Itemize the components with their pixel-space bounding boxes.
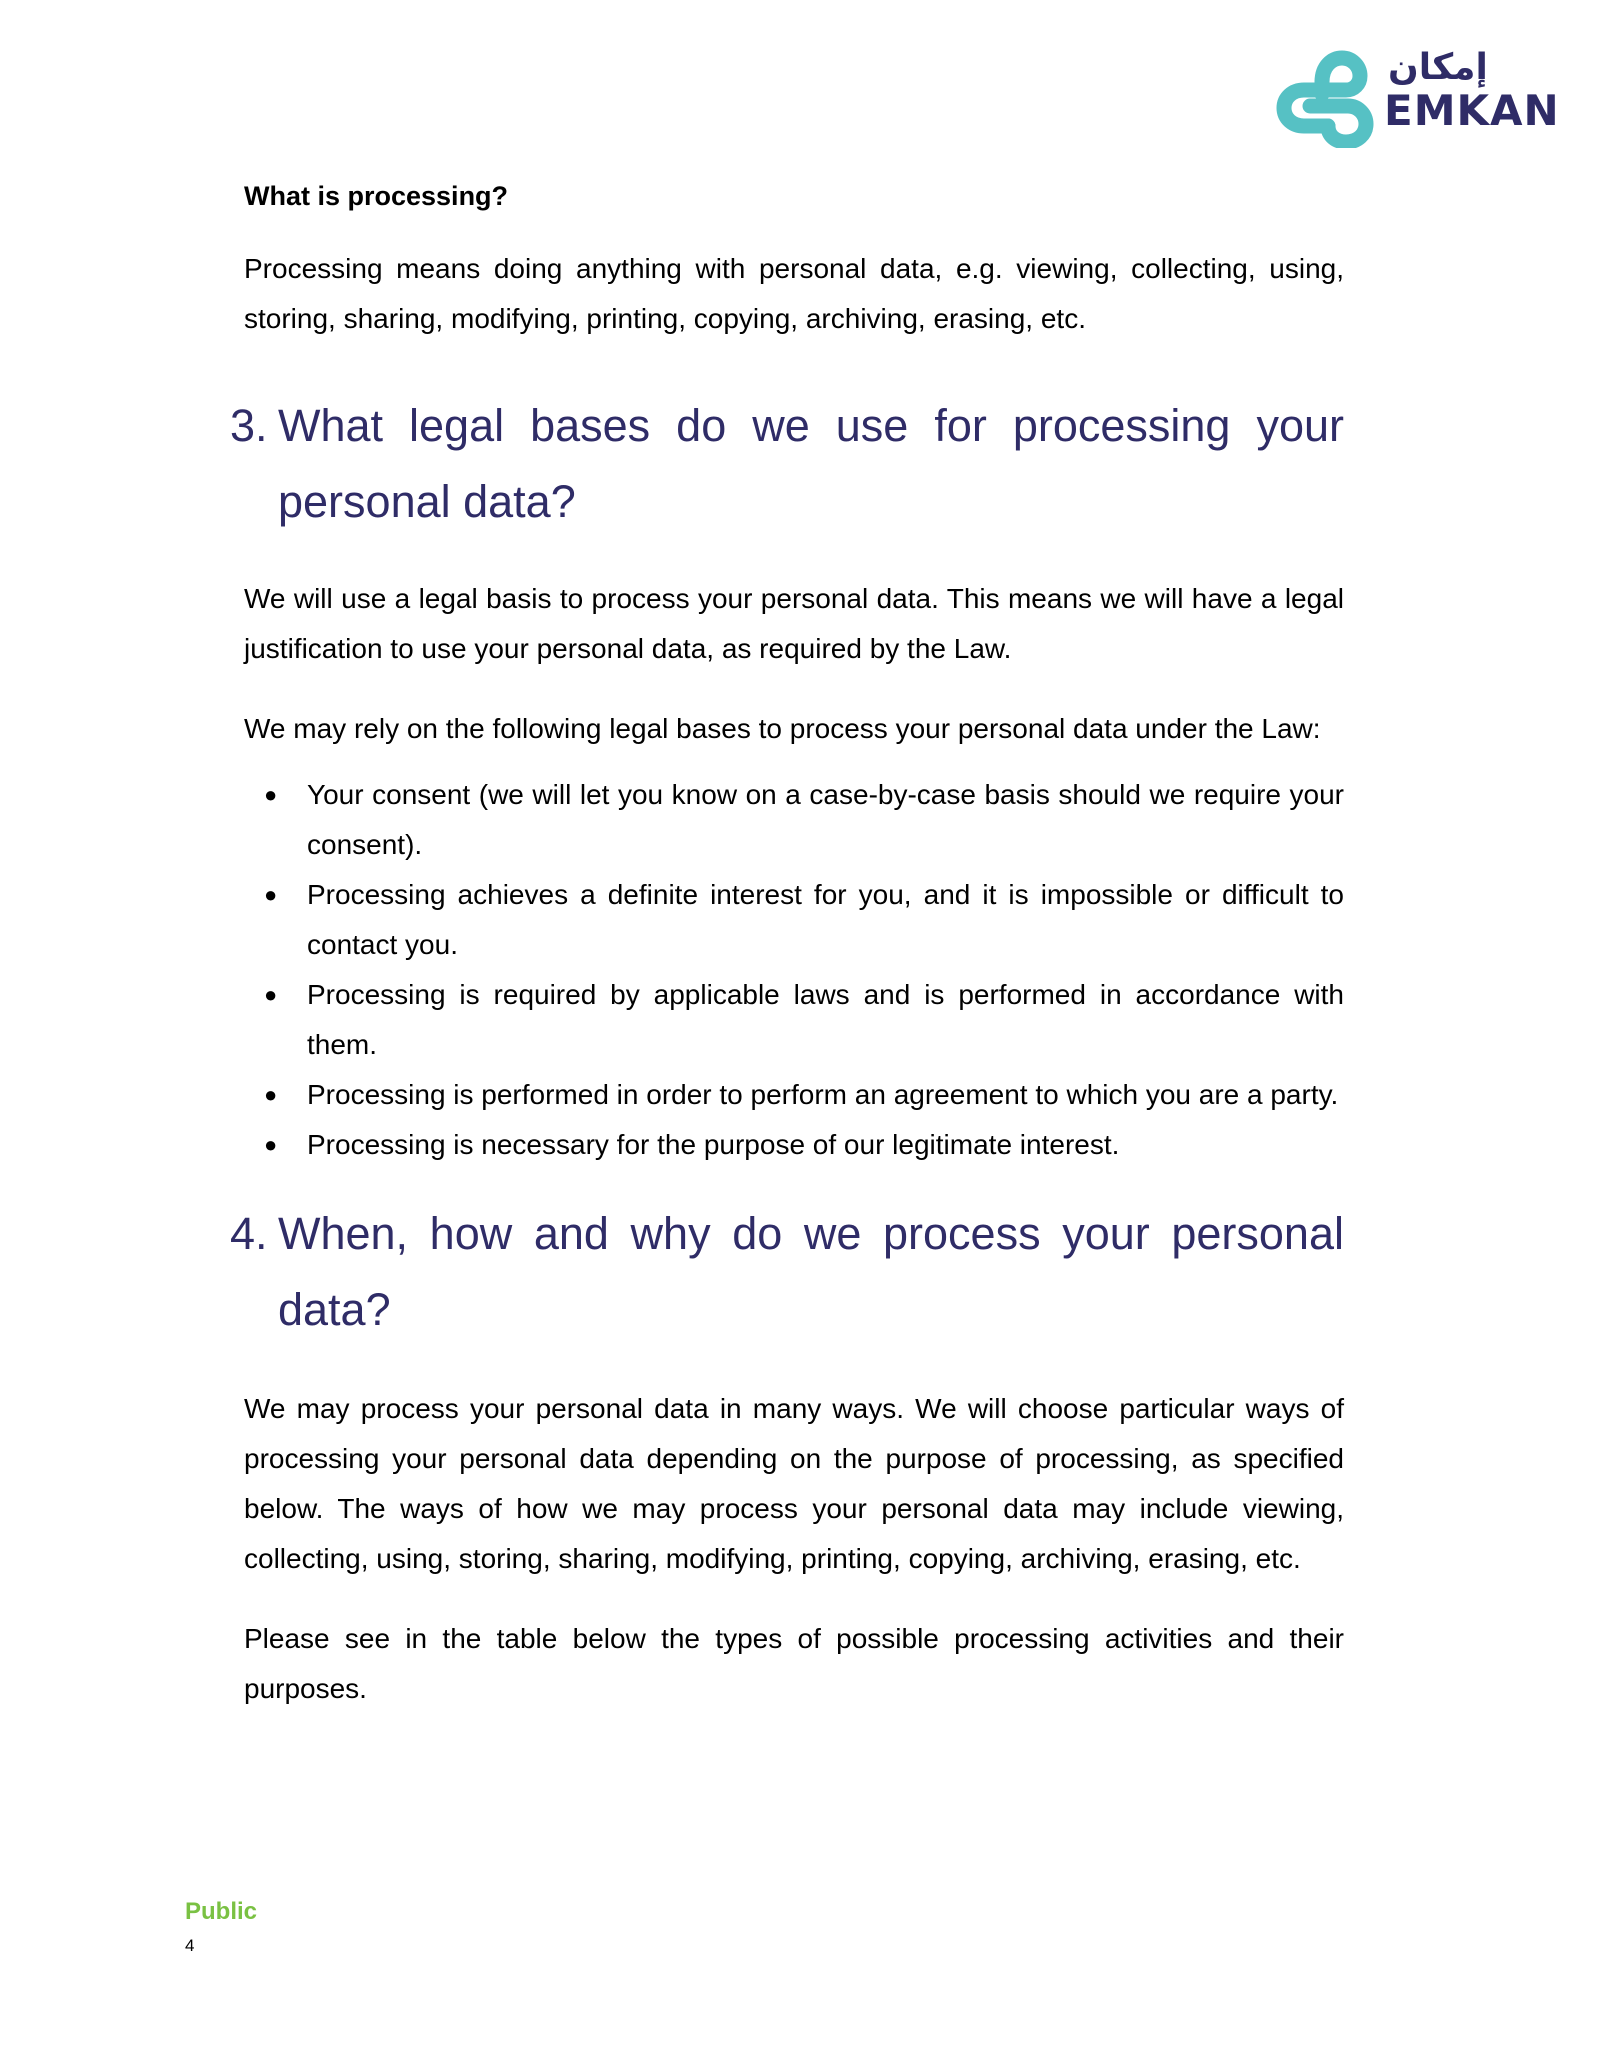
- list-item: [244, 970, 1344, 1070]
- bullet-icon: ●: [264, 781, 278, 807]
- list-item-text: Processing is required by applicable laws and is performed in accordance with them.: [307, 978, 1344, 1060]
- bullet-icon: ●: [264, 1131, 278, 1157]
- list-item: [244, 770, 1344, 870]
- bullet-icon: ●: [264, 881, 278, 907]
- section-4-number: 4.: [230, 1207, 268, 1259]
- logo-latin-wordmark: EMKAN: [1384, 86, 1560, 135]
- bullet-icon: ●: [264, 1081, 278, 1107]
- section-4-title: When, how and why do we process your personal data?: [278, 1207, 1344, 1335]
- list-item: [244, 1120, 1344, 1170]
- list-item: [244, 1070, 1344, 1120]
- logo-arabic-wordmark: إمكان: [1388, 47, 1488, 88]
- emkan-cloud-icon: [1270, 48, 1380, 148]
- section-4-heading: [230, 1196, 1344, 1348]
- emkan-logo: [1270, 47, 1560, 148]
- list-item: [244, 870, 1344, 970]
- processing-definition-paragraph: Processing means doing anything with personal data, e.g. viewing, collecting, using, storing, sharing, modifying, printing, copying, archiving, erasing, etc.: [244, 252, 1344, 334]
- section-3-number: 3.: [230, 399, 268, 451]
- classification-label: Public: [185, 1898, 258, 1925]
- list-item-text: Your consent (we will let you know on a case-by-case basis should we require your consent).: [307, 778, 1344, 860]
- list-item-text: Processing is necessary for the purpose of our legitimate interest.: [307, 1128, 1120, 1160]
- section-4-paragraph-1: We may process your personal data in many ways. We will choose particular ways of processing your personal data depending on the purpose of processing, as specified below. The ways of how we may process your personal data may include viewing, collecting, using, storing, sharing, modifying, printing, copying, archiving, erasing, etc.: [244, 1392, 1344, 1574]
- section-3-paragraph-1: We will use a legal basis to process your personal data. This means we will have a legal justification to use your personal data, as required by the Law.: [244, 582, 1344, 664]
- list-item-text: Processing achieves a definite interest for you, and it is impossible or difficult to contact you.: [307, 878, 1344, 960]
- section-3-title: What legal bases do we use for processing your personal data?: [278, 399, 1344, 527]
- processing-subheading: What is processing?: [244, 181, 509, 211]
- bullet-icon: ●: [264, 981, 278, 1007]
- page-number: 4: [185, 1936, 195, 1955]
- section-4-paragraph-2: Please see in the table below the types of possible processing activities and their purposes.: [244, 1622, 1344, 1704]
- document-content: [230, 178, 1344, 1714]
- legal-bases-list: [244, 770, 1344, 1170]
- section-3-heading: [230, 388, 1344, 540]
- section-3-paragraph-2: We may rely on the following legal bases to process your personal data under the Law:: [244, 712, 1321, 744]
- list-item-text: Processing is performed in order to perform an agreement to which you are a party.: [307, 1078, 1339, 1110]
